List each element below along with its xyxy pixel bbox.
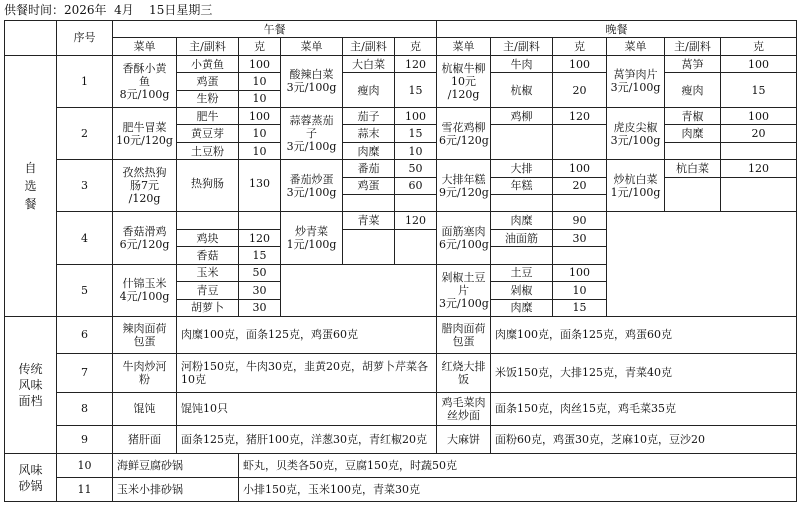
ingredient: 番茄 [343,160,395,177]
dish-name: 大麻饼 [437,425,491,453]
grams: 10 [239,90,281,107]
row-number: 10 [57,454,113,478]
serving-date-header: 供餐时间：2026年 4月 15日星期三 [4,3,213,17]
empty-cell [281,264,437,316]
ingredient: 肉糜 [665,125,721,142]
section-self-select: 自 选 餐 [5,55,57,316]
col-dish: 菜单 [281,38,343,55]
ingredient: 油面筋 [491,229,553,246]
dish-name: 蒜蓉蒸茄 子 3元/100g [281,108,343,160]
ingredient: 小黄鱼 [177,55,239,72]
ingredient: 莴笋 [665,55,721,72]
ingredient: 年糕 [491,177,553,194]
dish-description: 面条150克，肉丝15克，鸡毛菜35克 [491,393,797,426]
ingredient: 香菇 [177,247,239,264]
col-dinner: 晚餐 [437,21,797,38]
dish-description: 面粉60克，鸡蛋30克，芝麻10克，豆沙20 [491,425,797,453]
col-ingredient: 主/副料 [343,38,395,55]
section-noodle-stall: 传统 风味 面档 [5,316,57,453]
ingredient: 肉糜 [343,142,395,159]
dish-description: 肉糜100克，面条125克，鸡蛋60克 [177,316,437,353]
grams: 10 [395,142,437,159]
grams: 50 [239,264,281,281]
col-grams: 克 [239,38,281,55]
row-number: 6 [57,316,113,353]
ingredient: 大排 [491,160,553,177]
ingredient: 肉糜 [491,212,553,229]
ingredient: 肥牛 [177,108,239,125]
ingredient: 大白菜 [343,55,395,72]
grams: 15 [239,247,281,264]
dish-name: 杭椒牛柳 10元 /120g [437,55,491,107]
dish-name: 虎皮尖椒 3元/100g [607,108,665,160]
grams: 10 [239,125,281,142]
grams: 20 [721,125,797,142]
dish-name: 面筋塞肉 6元/100g [437,212,491,264]
grams: 10 [239,142,281,159]
dish-description: 米饭150克，大排125克，青菜40克 [491,353,797,392]
grams: 100 [721,55,797,72]
col-dish: 菜单 [607,38,665,55]
ingredient [665,177,721,212]
row-number: 7 [57,353,113,392]
ingredient: 热狗肠 [177,177,239,212]
dish-name: 番茄炒蛋 3元/100g [281,160,343,212]
grams: 20 [553,73,607,108]
col-ingredient: 主/副料 [491,38,553,55]
dish-name: 玉米小排砂锅 [113,477,239,501]
grams: 15 [721,73,797,108]
grams: 120 [395,55,437,72]
dish-name: 肥牛冒菜 10元/120g [113,108,177,160]
col-dish: 菜单 [113,38,177,55]
menu-table [4,20,797,502]
ingredient: 青椒 [665,108,721,125]
ingredient: 土豆 [491,264,553,281]
grams: 15 [395,73,437,108]
grams: 100 [553,264,607,281]
ingredient [491,125,553,160]
dish-description: 河粉150克，牛肉30克，韭黄20克，胡萝卜芹菜各10克 [177,353,437,392]
ingredient: 鸡柳 [491,108,553,125]
row-number: 2 [57,108,113,160]
grams [553,247,607,264]
dish-name: 炒青菜 1元/100g [281,212,343,264]
dish-name: 剁椒土豆 片 3元/100g [437,264,491,316]
grams [395,195,437,212]
dish-name: 牛肉炒河 粉 [113,353,177,392]
grams: 100 [395,108,437,125]
ingredient: 剁椒 [491,282,553,299]
grams: 10 [239,73,281,90]
dish-name: 辣肉面荷 包蛋 [113,316,177,353]
grams [239,212,281,229]
dish-name: 海鲜豆腐砂锅 [113,454,239,478]
grams [239,160,281,177]
dish-name: 馄饨 [113,393,177,426]
grams [721,177,797,212]
grams: 100 [553,55,607,72]
grams: 30 [239,299,281,316]
grams [553,195,607,212]
ingredient: 青豆 [177,282,239,299]
grams: 50 [395,160,437,177]
col-grams: 克 [395,38,437,55]
dish-name: 腊肉面荷 包蛋 [437,316,491,353]
ingredient: 胡萝卜 [177,299,239,316]
dish-description: 虾丸，贝类各50克，豆腐150克，时蔬50克 [239,454,797,478]
grams: 90 [553,212,607,229]
ingredient [343,195,395,212]
grams: 15 [553,299,607,316]
grams: 100 [239,55,281,72]
row-number: 5 [57,264,113,316]
ingredient: 蒜末 [343,125,395,142]
col-seq: 序号 [57,21,113,56]
dish-name: 什锦玉米 4元/100g [113,264,177,316]
grams: 10 [553,282,607,299]
ingredient [177,160,239,177]
grams: 20 [553,177,607,194]
row-number: 11 [57,477,113,501]
col-dish: 菜单 [437,38,491,55]
corner-cell [5,21,57,56]
ingredient: 杭椒 [491,73,553,108]
grams: 120 [395,212,437,229]
grams [395,229,437,264]
row-number: 9 [57,425,113,453]
dish-name: 猪肝面 [113,425,177,453]
ingredient: 瘦肉 [665,73,721,108]
ingredient: 杭白菜 [665,160,721,177]
ingredient: 茄子 [343,108,395,125]
grams [721,142,797,159]
col-ingredient: 主/副料 [177,38,239,55]
dish-name: 雪花鸡柳 6元/120g [437,108,491,160]
section-claypot: 风味 砂锅 [5,454,57,502]
dish-name: 香酥小黄 鱼 8元/100g [113,55,177,107]
col-grams: 克 [553,38,607,55]
row-number: 8 [57,393,113,426]
empty-cell [607,212,797,316]
ingredient: 鸡蛋 [177,73,239,90]
grams: 120 [239,229,281,246]
ingredient: 瘦肉 [343,73,395,108]
ingredient: 青菜 [343,212,395,229]
ingredient: 牛肉 [491,55,553,72]
dish-description: 肉糜100克，面条125克，鸡蛋60克 [491,316,797,353]
grams: 130 [239,177,281,212]
ingredient [177,212,239,229]
grams: 100 [239,108,281,125]
ingredient [343,229,395,264]
ingredient [665,142,721,159]
dish-name: 大排年糕 9元/120g [437,160,491,212]
ingredient: 鸡蛋 [343,177,395,194]
ingredient: 黄豆芽 [177,125,239,142]
dish-name: 莴笋肉片 3元/100g [607,55,665,107]
grams: 120 [553,108,607,125]
col-lunch: 午餐 [113,21,437,38]
grams: 100 [721,108,797,125]
row-number: 1 [57,55,113,107]
ingredient: 生粉 [177,90,239,107]
ingredient: 鸡块 [177,229,239,246]
grams: 30 [239,282,281,299]
row-number: 3 [57,160,113,212]
grams: 15 [395,125,437,142]
col-ingredient: 主/副料 [665,38,721,55]
ingredient [491,195,553,212]
dish-name: 红烧大排 饭 [437,353,491,392]
dish-name: 鸡毛菜肉 丝炒面 [437,393,491,426]
ingredient: 土豆粉 [177,142,239,159]
dish-name: 香菇滑鸡 6元/120g [113,212,177,264]
dish-name: 炒杭白菜 1元/100g [607,160,665,212]
dish-description: 面条125克，猪肝100克，洋葱30克，青红椒20克 [177,425,437,453]
grams [553,125,607,160]
ingredient [491,247,553,264]
row-number: 4 [57,212,113,264]
dish-description: 小排150克，玉米100克，青菜30克 [239,477,797,501]
grams: 120 [721,160,797,177]
ingredient: 玉米 [177,264,239,281]
dish-description: 馄饨10只 [177,393,437,426]
ingredient: 肉糜 [491,299,553,316]
dish-name: 孜然热狗 肠7元 /120g [113,160,177,212]
grams: 60 [395,177,437,194]
dish-name: 酸辣白菜 3元/100g [281,55,343,107]
col-grams: 克 [721,38,797,55]
grams: 30 [553,229,607,246]
grams: 100 [553,160,607,177]
